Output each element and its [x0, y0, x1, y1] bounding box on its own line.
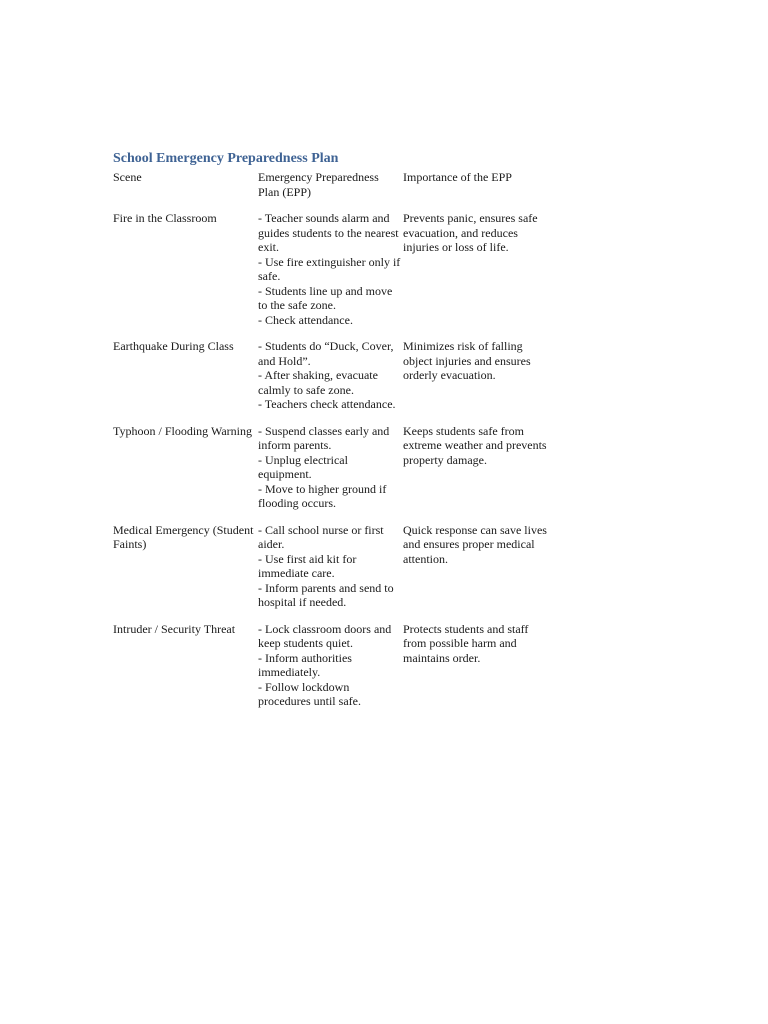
importance-cell: Protects students and staff from possible harm and maintains order.	[403, 621, 529, 665]
plan-step: - Follow lockdown procedures until safe.	[258, 679, 361, 708]
header-importance: Importance of the EPP	[403, 170, 512, 184]
header-scene: Scene	[113, 170, 142, 184]
table-row	[113, 424, 553, 523]
plan-step: - Use first aid kit for immediate care.	[258, 551, 357, 580]
plan-step: - Teachers check attendance.	[258, 397, 396, 411]
scene-cell: Typhoon / Flooding Warning	[113, 423, 252, 438]
plan-step: - Students do “Duck, Cover, and Hold”.	[258, 339, 394, 368]
table-header-row	[113, 170, 553, 211]
scene-cell: Fire in the Classroom	[113, 211, 217, 225]
plan-step: - Suspend classes early and inform parents.	[258, 423, 390, 452]
plan-step: - Lock classroom doors and keep students quiet.	[258, 621, 392, 650]
scene-cell: Earthquake During Class	[113, 339, 234, 353]
plan-step: - Unplug electrical equipment.	[258, 452, 348, 481]
importance-cell: Quick response can save lives and ensures proper medical attention.	[403, 522, 547, 566]
plan-step: - Teacher sounds alarm and guides students to the nearest exit.	[258, 211, 399, 254]
table-row	[113, 339, 553, 424]
plan-step: - Students line up and move to the safe zone.	[258, 283, 393, 312]
importance-cell: Keeps students safe from extreme weather and prevents property damage.	[403, 423, 547, 467]
table-row	[113, 622, 553, 721]
header-plan: Emergency Preparedness Plan (EPP)	[258, 170, 379, 199]
table-row	[113, 523, 553, 622]
importance-cell: Minimizes risk of falling object injuries and ensures orderly evacuation.	[403, 339, 531, 382]
scene-cell: Medical Emergency (Student Faints)	[113, 522, 254, 551]
plan-step: - Inform parents and send to hospital if needed.	[258, 580, 394, 609]
document-page	[113, 150, 553, 721]
epp-table	[113, 170, 553, 721]
importance-cell: Prevents panic, ensures safe evacuation, and reduces injuries or loss of life.	[403, 211, 538, 254]
plan-step: - Call school nurse or first aider.	[258, 522, 384, 551]
scene-cell: Intruder / Security Threat	[113, 621, 236, 636]
plan-cell	[258, 211, 403, 339]
document-title: School Emergency Preparedness Plan	[113, 151, 339, 166]
plan-step: - Check attendance.	[258, 312, 353, 327]
plan-cell	[258, 424, 403, 523]
plan-step: - Move to higher ground if flooding occurs.	[258, 481, 387, 510]
plan-step: - Use fire extinguisher only if safe.	[258, 254, 401, 283]
table-row	[113, 211, 553, 339]
plan-cell	[258, 523, 403, 622]
plan-cell	[258, 622, 403, 721]
plan-step: - Inform authorities immediately.	[258, 650, 352, 679]
plan-step: - After shaking, evacuate calmly to safe zone.	[258, 368, 378, 397]
plan-cell	[258, 339, 403, 424]
